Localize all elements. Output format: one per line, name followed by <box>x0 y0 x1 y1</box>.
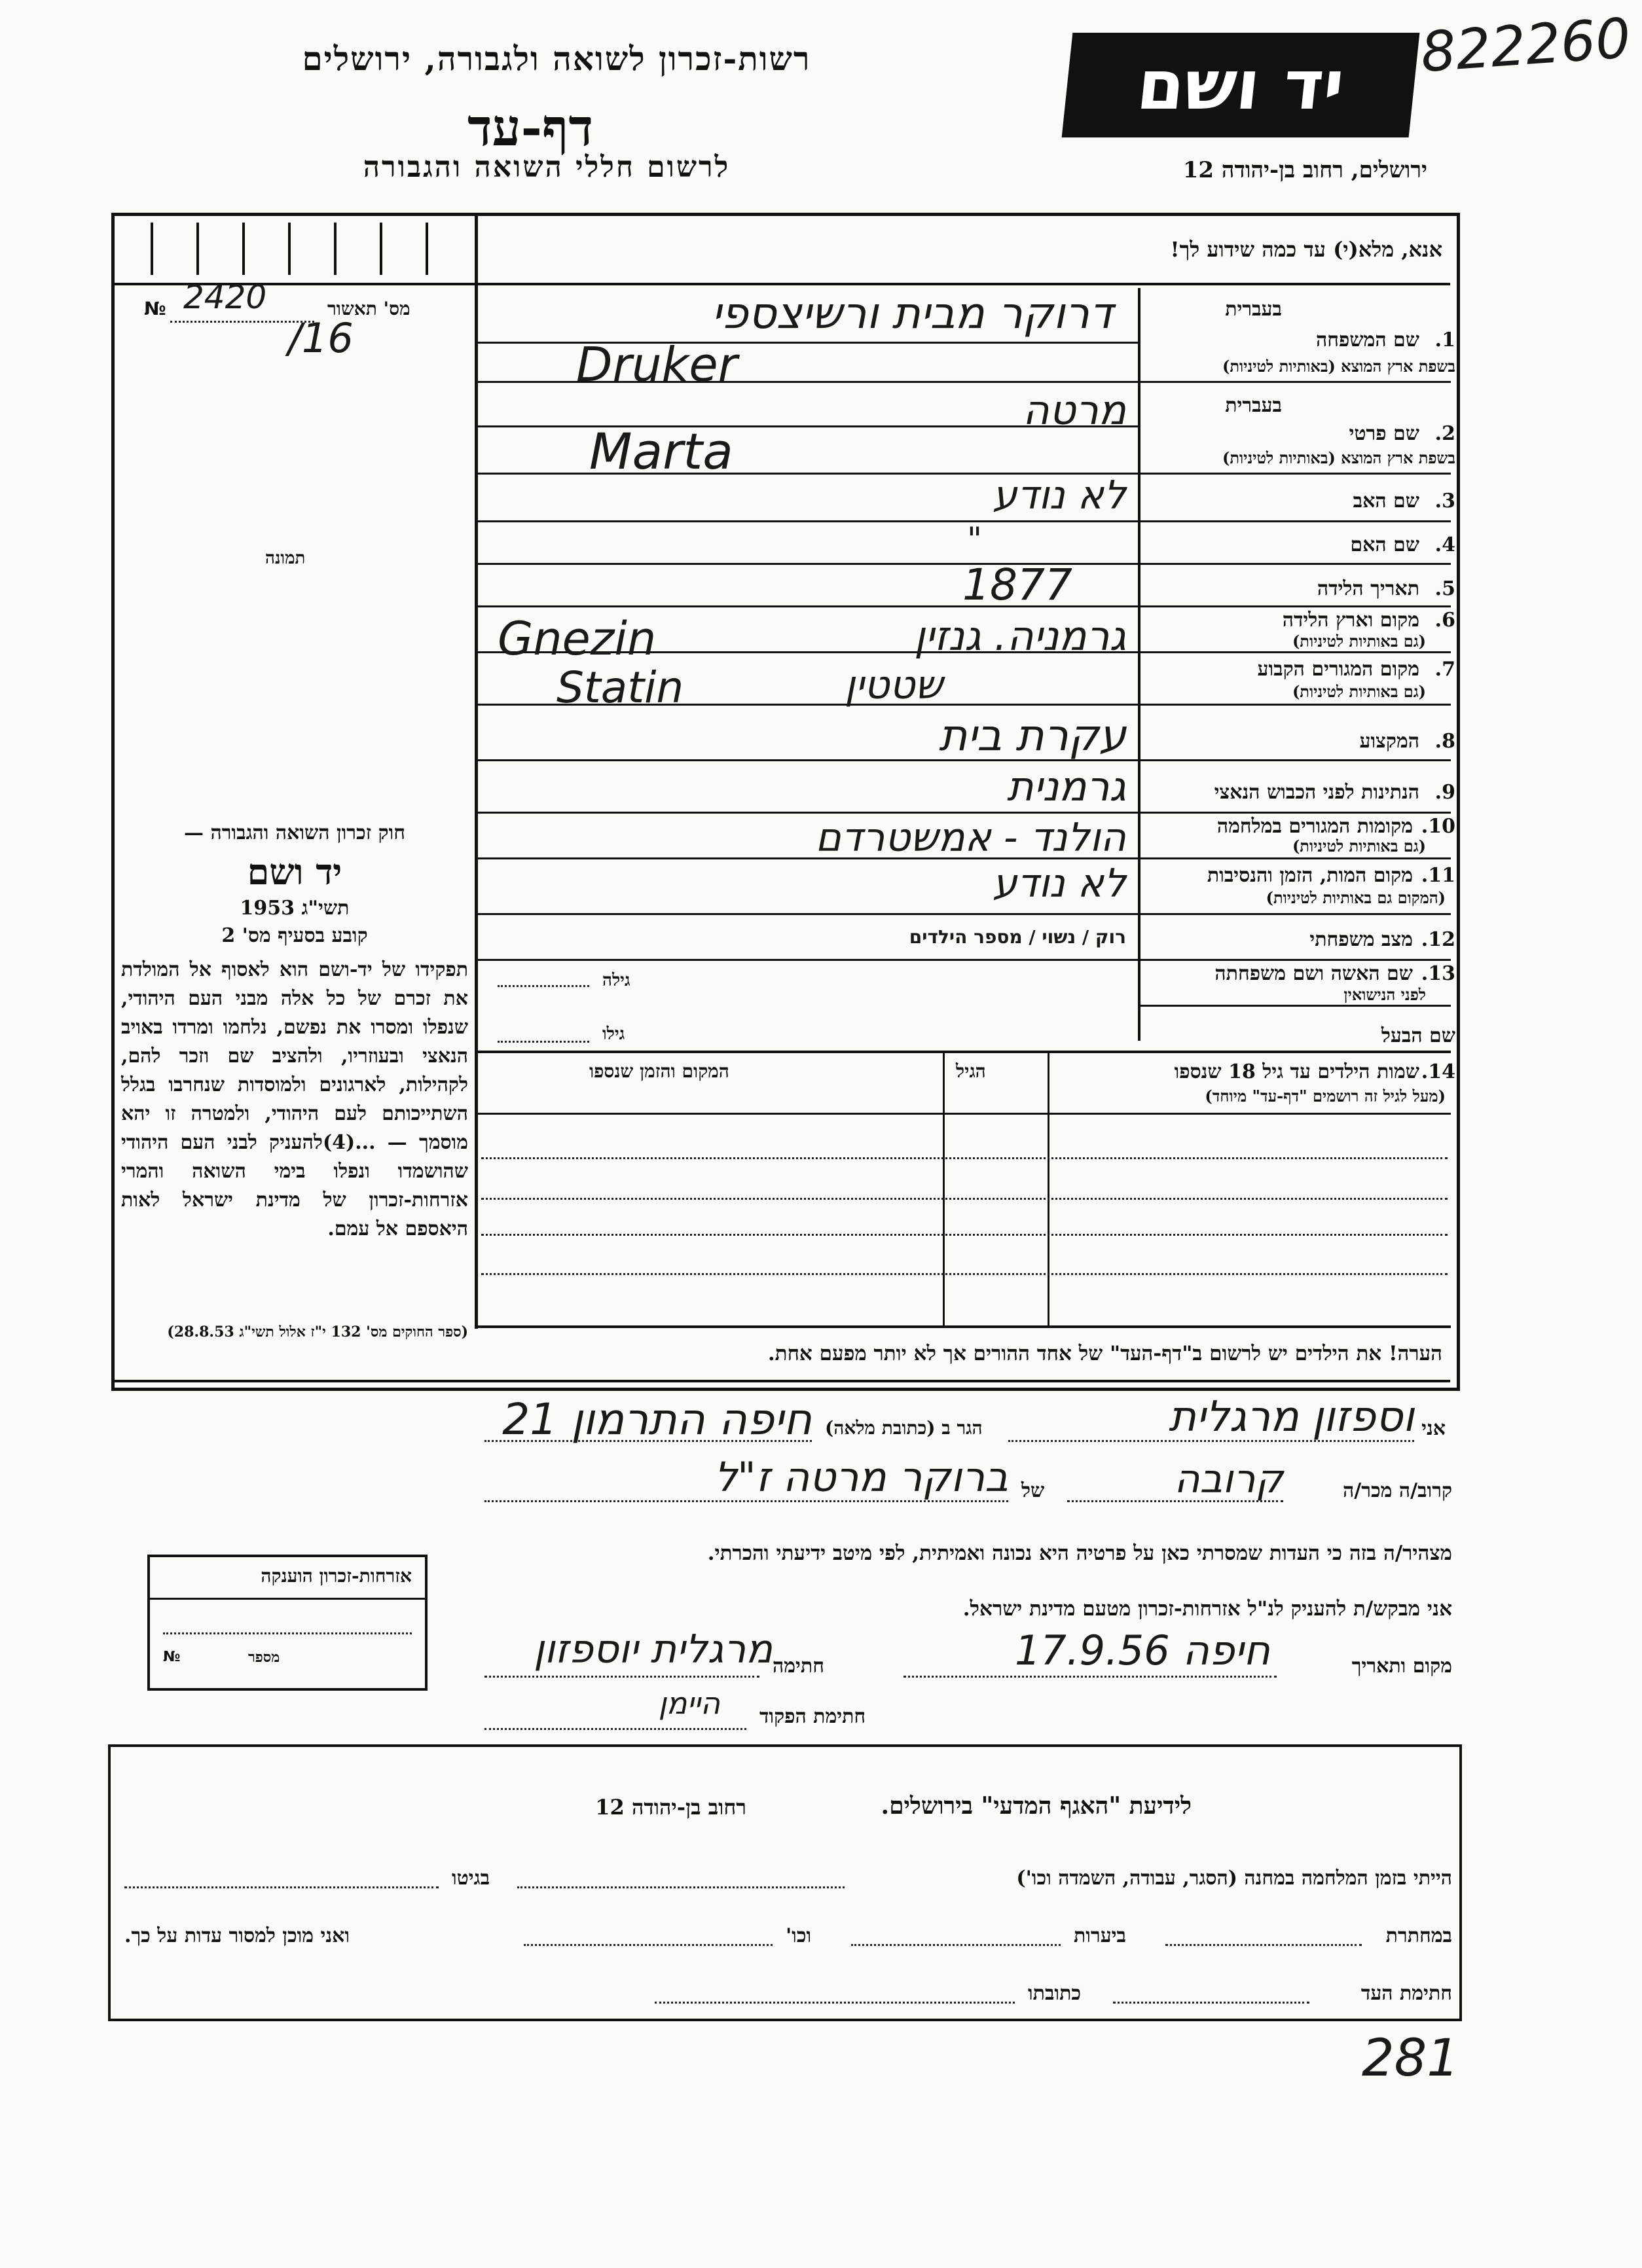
field-7-number: 7. <box>1434 658 1455 681</box>
logo-text: יד ושם <box>1133 45 1348 125</box>
footer-camp-label: הייתי בזמן המלחמה במחנה (הסגר, עבודה, השמדה וכו') <box>1016 1867 1452 1890</box>
form-subtitle: לרשום חללי השואה והגבורה <box>363 151 731 184</box>
certificate-box <box>147 1555 428 1691</box>
field-5-number: 5. <box>1434 577 1455 600</box>
declaration-request: אני מבקש/ת להעניק לנ"ל אזרחות-זכרון מטעם מדינת ישראל. <box>962 1597 1452 1621</box>
field-11-label: מקום המות, הזמן והנסיבות <box>1207 864 1413 887</box>
hebrew-label-1: בעברית <box>1225 298 1282 321</box>
relative-value[interactable]: קרובה <box>1174 1456 1283 1502</box>
officer-signature: היימן <box>658 1685 720 1721</box>
children-sub: (מעל לגיל זה רושמים "דף-עד" מיוחד) <box>1205 1087 1446 1106</box>
org-line: רשות-זכרון לשואה ולגבורה, ירושלים <box>302 39 811 78</box>
declarant-label: אני <box>1421 1417 1446 1440</box>
field-9-number: 9. <box>1434 781 1455 804</box>
children-col-age: הגיל <box>956 1060 986 1082</box>
field-1-sub: בשפת ארץ המוצא (באותיות לטיניות) <box>1222 357 1455 376</box>
field-10-label: מקומות המגורים במלחמה <box>1216 815 1413 838</box>
birth-place-he[interactable]: גרמניה. גנזין <box>914 612 1126 660</box>
father-name-value[interactable]: לא נודע <box>993 473 1126 518</box>
law-name: יד ושם <box>247 851 342 893</box>
handwritten-record-id: 822260 <box>1418 5 1633 85</box>
declarant-name[interactable]: וספזון מרגלית <box>1168 1393 1414 1441</box>
family-name-he[interactable]: דרוקר מבית ורשיצספי <box>711 288 1113 338</box>
place-date-label: מקום ותאריך <box>1351 1655 1452 1678</box>
declarant-address[interactable]: חיפה התרמון 21 <box>502 1394 812 1445</box>
children-col-place: המקום והזמן שנספו <box>589 1060 729 1082</box>
field-9-label: הנתינות לפני הכבוש הנאצי <box>1214 781 1419 804</box>
law-body: תפקידו של יד-ושם הוא לאסוף אל המולדת את זכרם של כל אלה מבני העם היהודי, שנפלו ומסרו את נפשם, נלחמו ומרדו באויב הנאצי ובעוזריו, ולהציב שם וזכר להם, לקהילות, לארגונים ולמוסדות שנחרבו בגלל השתייכותם לעם היהודי, ולמטרה זו יהא מוסמך — ...(4)להעניק לבני העם היהודי שהושמדו ונפלו בימי השואה והמרי אזרחות-זכרון של מדינת ישראל לאות היאספם אל עמם. <box>121 958 468 1240</box>
footer-witness-signature-label: חתימת העד <box>1360 1982 1452 2005</box>
law-year: תשי"ג 1953 <box>240 897 350 920</box>
law-clause: קובע בסעיף מס' 2 <box>221 924 368 947</box>
mother-name-value[interactable]: " <box>967 520 982 558</box>
yad-vashem-logo <box>1062 33 1420 137</box>
place-date-value[interactable]: חיפה 17.9.56 <box>1015 1627 1270 1674</box>
family-status-value: רוק / נשוי / מספר הילדים <box>909 926 1126 948</box>
wife-age-label: גילה <box>602 971 630 990</box>
field-7-sub: (גם באותיות לטיניות) <box>1292 682 1426 701</box>
husband-age-label: גילו <box>602 1024 625 1044</box>
footer-forests-label: ביערות <box>1074 1924 1127 1947</box>
residence-lat[interactable]: Statin <box>556 662 684 713</box>
signature-value[interactable]: מרגלית יוספזון <box>533 1627 773 1672</box>
law-source: (ספר החוקים מס' 132 י"ז אלול תשי"ג 28.8.53) <box>167 1323 468 1341</box>
record-no-prefix: № <box>144 298 166 319</box>
of-label: של <box>1021 1479 1045 1502</box>
record-no-label: מס' תאשור <box>327 298 410 319</box>
relative-label: קרוב/ה מכר/ה <box>1343 1479 1452 1502</box>
record-no-value: 2420 <box>183 278 267 316</box>
field-12-number: 12. <box>1421 928 1455 951</box>
law-title: חוק זכרון השואה והגבורה — <box>184 821 405 844</box>
field-husband-label: שם הבעל <box>1381 1024 1455 1047</box>
cert-box-title: אזרחות-זכרון הוענקה <box>261 1565 412 1587</box>
field-13-sub: לפני הנישואין <box>1343 985 1426 1004</box>
field-3-number: 3. <box>1434 490 1455 513</box>
death-place-value[interactable]: לא נודע <box>993 861 1126 907</box>
war-residence-value[interactable]: הולנד - אמשטרדם <box>815 815 1126 861</box>
residence-he[interactable]: שטטין <box>844 662 943 708</box>
officer-label: חתימת הפקוד <box>759 1705 866 1728</box>
children-number: 14. <box>1421 1060 1455 1083</box>
children-note: הערה! את הילדים יש לרשום ב"דף-העד" של אחד ההורים אך לא יותר מפעם אחת. <box>767 1342 1442 1365</box>
field-11-sub: (המקום גם באותיות לטיניות) <box>1266 888 1446 907</box>
form-title: דף-עד <box>467 98 593 158</box>
field-6-label: מקום וארץ הלידה <box>1282 609 1419 632</box>
declaration-statement: מצהיר/ה בזה כי העדות שמסרתי כאן על פרטיה היא נכונה ואמיתית, לפי מיטב ידיעתי והכרתי. <box>707 1541 1452 1565</box>
form-prompt: אנא, מלא(י) עד כמה שידוע לך! <box>1170 237 1442 262</box>
header-address: ירושלים, רחוב בן-יהודה 12 <box>1182 157 1427 183</box>
field-6-number: 6. <box>1434 609 1455 632</box>
field-10-number: 10. <box>1421 815 1455 838</box>
tick-marks <box>124 216 465 281</box>
address-label: הגר ב (כתובת מלאה) <box>825 1417 983 1439</box>
field-13-label: שם האשה ושם משפחתה <box>1214 962 1413 985</box>
deceased-name[interactable]: ברוקר מרטה ז"ל <box>714 1453 1008 1501</box>
field-13-number: 13. <box>1421 962 1455 985</box>
left-column-divider <box>475 216 478 1329</box>
field-8-label: המקצוע <box>1359 730 1419 753</box>
children-label: שמות הילדים עד גיל 18 שנספו <box>1174 1060 1419 1083</box>
family-name-lat[interactable]: Druker <box>576 337 738 392</box>
field-6-sub: (גם באותיות לטיניות) <box>1292 632 1426 651</box>
cert-box-no: מספר <box>248 1649 280 1666</box>
footer-address: רחוב בן-יהודה 12 <box>595 1795 746 1820</box>
birth-date-value[interactable]: 1877 <box>962 560 1072 610</box>
occupation-value[interactable]: עקרת בית <box>938 710 1126 761</box>
footer-witness-address-label: כתובתו <box>1028 1982 1082 2005</box>
field-5-label: תאריך הלידה <box>1317 577 1419 600</box>
field-7-label: מקום המגורים הקבוע <box>1257 658 1419 681</box>
field-2-label: שם פרטי <box>1349 422 1419 445</box>
field-1-label: שם המשפחה <box>1315 329 1419 351</box>
field-4-label: שם האם <box>1350 533 1419 556</box>
first-name-lat[interactable]: Marta <box>589 422 733 480</box>
field-12-label: מצב משפחתי <box>1309 928 1413 951</box>
citizenship-value[interactable]: גרמנית <box>1006 763 1126 810</box>
field-1-number: 1. <box>1434 329 1455 351</box>
field-4-number: 4. <box>1434 533 1455 556</box>
first-name-he[interactable]: מרטה <box>1023 386 1126 434</box>
footer-underground-label: במחתרת <box>1385 1924 1452 1947</box>
footer-title: לידיעת "האגף המדעי" בירושלים. <box>881 1792 1192 1820</box>
field-8-number: 8. <box>1434 730 1455 753</box>
footer-ghetto-label: בגיטו <box>452 1867 490 1890</box>
field-2-sub: בשפת ארץ המוצא (באותיות לטיניות) <box>1222 448 1455 467</box>
record-fraction: /16 <box>288 314 354 362</box>
field-3-label: שם האב <box>1353 490 1419 513</box>
cert-box-sign: № <box>163 1649 181 1665</box>
field-2-number: 2. <box>1434 422 1455 445</box>
photo-label: תמונה <box>265 549 306 568</box>
hebrew-label-2: בעברית <box>1225 394 1282 417</box>
birth-place-lat[interactable]: Gnezin <box>498 612 657 666</box>
page-number: 281 <box>1362 2029 1459 2088</box>
field-11-number: 11. <box>1421 864 1455 887</box>
signature-label: חתימה <box>773 1655 824 1678</box>
field-10-sub: (גם באותיות לטיניות) <box>1292 837 1426 855</box>
footer-etc-label: וכו' <box>786 1924 812 1947</box>
footer-ready-label: ואני מוכן למסור עדות על כך. <box>124 1924 350 1947</box>
